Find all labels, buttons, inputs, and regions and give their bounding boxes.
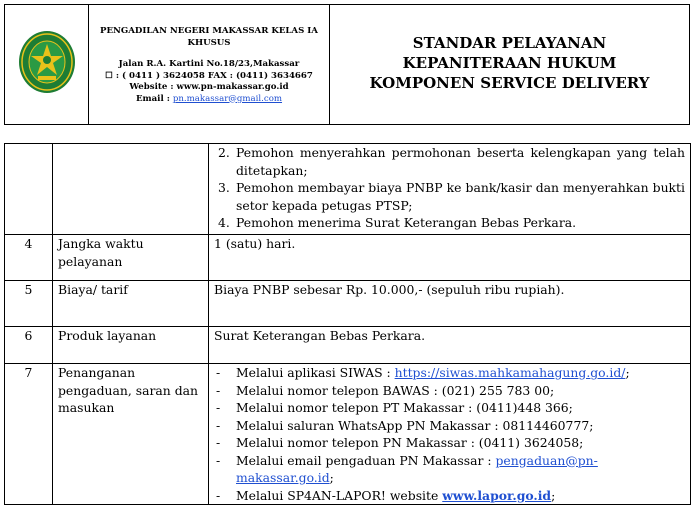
- list-item: - Melalui nomor telepon BAWAS : (021) 255 783 00;: [216, 382, 555, 398]
- phone-icon: ☐: [105, 70, 113, 81]
- logo-cell: [5, 5, 89, 124]
- row-number: 6: [5, 327, 53, 364]
- row-label: Produk layanan: [53, 327, 209, 364]
- list-item: - Melalui email pengaduan PN Makassar : pengaduan@pn-makassar.go.id;: [216, 452, 598, 485]
- siwas-link[interactable]: https://siwas.mahkamahagung.go.id/: [394, 365, 626, 380]
- court-seal-icon: [18, 30, 76, 94]
- lapor-link[interactable]: www.lapor.go.id: [442, 487, 552, 503]
- list-item: - Melalui nomor telepon PN Makassar : (0411) 3624058;: [216, 435, 584, 450]
- list-item: 4. Pemohon menerima Surat Keterangan Bebas Perkara.: [218, 215, 577, 230]
- row-label: Penanganan pengaduan, saran dan masukan: [53, 364, 209, 505]
- row-label: Biaya/ tarif: [53, 281, 209, 327]
- list-item: - Melalui SP4AN-LAPOR! website www.lapor.go.id;: [216, 487, 556, 503]
- procedure-steps: [209, 144, 691, 235]
- list-item: - Melalui aplikasi SIWAS : https://siwas.mahkamahagung.go.id/;: [216, 365, 630, 380]
- court-name: PENGADILAN NEGERI MAKASSAR KELAS IA KHUSUS: [100, 26, 318, 48]
- court-website: Website : www.pn-makassar.go.id: [129, 82, 289, 92]
- court-address: Jalan R.A. Kartini No.18/23,Makassar: [118, 59, 300, 69]
- list-item: - Melalui nomor telepon PT Makassar : (0411)448 366;: [216, 400, 573, 415]
- list-item: 2. Pemohon menyerahkan permohonan beserta kelengkapan yang telah ditetapkan;: [218, 145, 685, 178]
- court-email: Email : pn.makassar@gmail.com: [135, 93, 283, 104]
- court-info: [89, 5, 330, 124]
- row-number: 4: [5, 235, 53, 281]
- row-value: Biaya PNBP sebesar Rp. 10.000,- (sepuluh ribu rupiah).: [209, 281, 691, 327]
- row-label: [53, 144, 209, 235]
- letterhead: [4, 4, 690, 125]
- row-number: 5: [5, 281, 53, 327]
- court-phone: ☐ : ( 0411 ) 3624058 FAX : (0411) 3634667: [105, 70, 313, 81]
- complaint-channels: [209, 364, 691, 505]
- table-row: [5, 235, 691, 281]
- title-line: KOMPONEN SERVICE DELIVERY: [369, 74, 650, 92]
- list-item: - Melalui saluran WhatsApp PN Makassar : 08114460777;: [216, 417, 594, 433]
- row-label: Jangka waktu pelayanan: [53, 235, 209, 281]
- table-row: [5, 327, 691, 364]
- document-title: [330, 5, 689, 124]
- table-row: [5, 144, 691, 235]
- email-link[interactable]: pn.makassar@gmail.com: [172, 93, 283, 104]
- row-number: [5, 144, 53, 235]
- row-number: 7: [5, 364, 53, 505]
- row-value: 1 (satu) hari.: [209, 235, 691, 281]
- complaint-email-link[interactable]: pengaduan@pn-makassar.go.id: [236, 452, 598, 485]
- title-line: STANDAR PELAYANAN: [412, 34, 607, 52]
- title-line: KEPANITERAAN HUKUM: [402, 54, 617, 72]
- table-row: [5, 364, 691, 505]
- service-standard-table: [4, 143, 691, 505]
- list-item: 3. Pemohon membayar biaya PNBP ke bank/kasir dan menyerahkan bukti setor kepada petugas PTSP;: [218, 180, 685, 213]
- table-row: [5, 281, 691, 327]
- row-value: Surat Keterangan Bebas Perkara.: [209, 327, 691, 364]
